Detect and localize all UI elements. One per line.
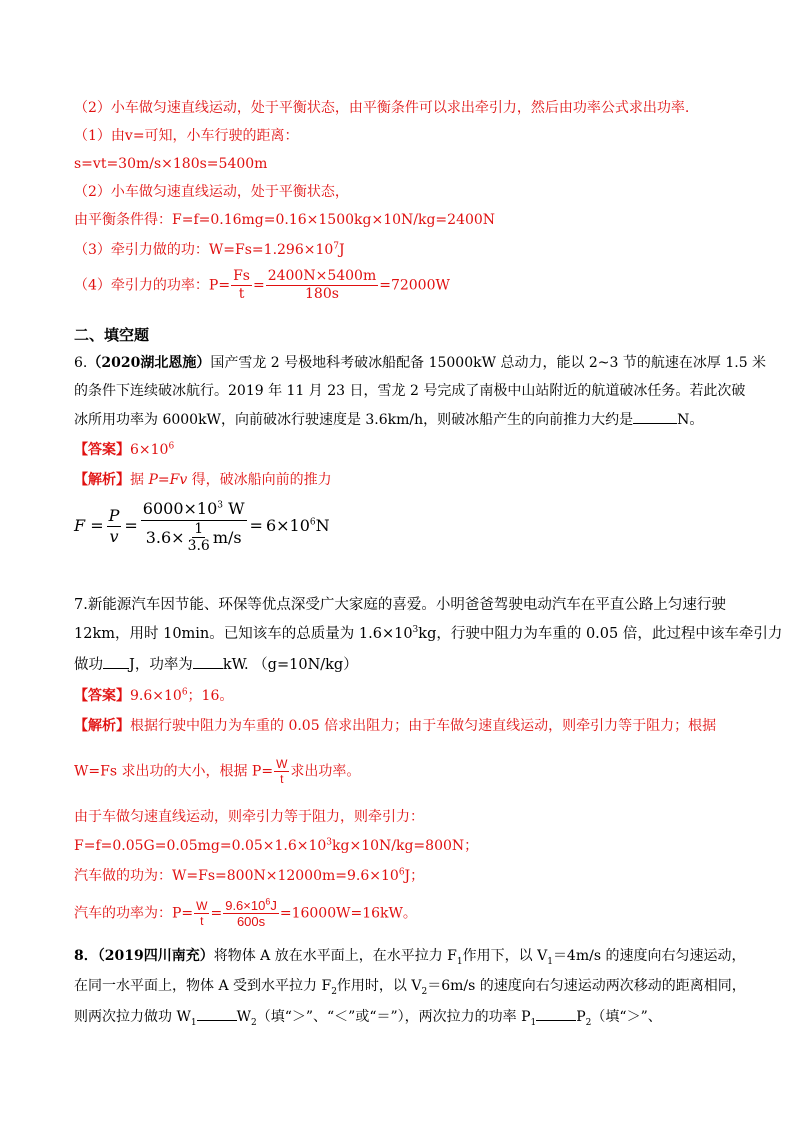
answer-value: 6×10 [130,442,169,458]
answer-label: 【答案】 [74,442,130,458]
work-exponent: 7 [333,241,340,252]
q8-source: （2019四川南充） [97,948,214,964]
formula-fraction-p-v [107,506,122,547]
formula-equals: = [249,516,263,535]
power-fraction-values [266,268,379,303]
inner-fraction: $\frac{1}{3.6}$ [187,521,210,554]
solution-line-1: （1）由v=可知，小车行驶的距离： [74,128,299,144]
solution-line-work [74,240,345,260]
answer-blank-work [197,1006,237,1021]
q7-explanation-line-2: W=Fs 求出功的大小，根据 P= $\frac{W}{t}$ 求出功率。 [74,757,361,786]
fraction-numerator: Fs [233,268,250,284]
fraction-denominator: 3.6× $\frac{1}{3.6}$ m/s [145,521,242,554]
solution-line-distance: s=vt=30m/s×180s=5400m [74,156,268,172]
formula-result: $6\times 10^6N$ [265,516,330,535]
answer-exponent: 6 [168,441,175,452]
power-fraction-w-t: $\frac{W}{t}$ [276,757,288,786]
q6-line-3 [74,409,703,430]
power-fraction-w-t: $\frac{W}{t}$ [196,899,208,928]
explanation-formula: P=Fv [148,472,188,488]
solution-line-analysis: （2）小车做匀速直线运动，处于平衡状态，由平衡条件可以求出牵引力，然后由功率公式求出功率. [74,100,690,116]
q7-explanation-line-1 [74,716,716,736]
q7-line-2: 12km，用时 10min。已知该车的总质量为 $1.6\times 10^3kg$，行驶中阻力为车重的 0.05 倍，此过程中该车牵引力 [74,625,783,642]
q7-line-1: 7.新能源汽车因节能、环保等优点深受广大家庭的喜爱。小明爸爸驾驶电动汽车在平直公路上匀速行驶 [74,597,726,613]
explanation-text: 得，破冰船向前的推力 [187,472,332,488]
q8-line-2: 在同一水平面上，物体 A 受到水平拉力 $F_2$作用时，以 $V_2=6m/s$ 的速度向右匀速运动两次移动的距离相同， [74,978,746,997]
formula-equals: = [124,516,138,535]
explanation-label: 【解析】 [74,472,130,488]
q6-answer [74,440,174,460]
formula-equals: = [90,516,104,535]
work-unit: J [339,242,345,258]
fraction-denominator: 180s [305,286,339,302]
solution-line-2: （2）小车做匀速直线运动，处于平衡状态， [74,184,349,200]
formula-F: F [74,516,86,535]
q6-formula [74,498,330,554]
power-text: （4）牵引力的功率：P= [74,277,231,294]
q7-answer: 【答案】$9.6\times 10^6$；16。 [74,687,234,704]
q6-text: 国产雪龙 2 号极地科考破冰船配备 15000kW 总动力，能以 2~3 节的航速在冰厚 1.5 米 [210,355,767,371]
fraction-numerator: 2400N×5400m [267,268,377,284]
q7-solution-line-4: 汽车的功率为：P= $\frac{W}{t}$ = $\frac{9.6\times 10^6J}{600s}$ =16000W=16kW。 [74,896,417,929]
fraction-denominator: v [109,526,119,546]
solution-line-power [74,268,450,303]
mass-exponent: 3 [412,625,419,636]
power-result: =72000W [379,277,450,294]
q6-source: （2020湖北恩施） [87,355,211,371]
q6-line-1 [74,353,766,373]
answer-label: 【答案】 [74,688,130,704]
q7-solution-line-2: $F=f=0.05G=0.05mg=0.05\times 1.6\times 10^3kg\times 10N/kg=800N$； [74,837,479,854]
q7-line-3: 做功 J，功率为 kW. （g=10N/kg） [74,654,358,675]
answer-blank-power [193,654,223,669]
formula-main-fraction [141,498,247,554]
answer-blank-power [536,1006,576,1021]
work-text: （3）牵引力做的功：W=Fs=1.296×10 [74,242,334,258]
explanation-label: 【解析】 [74,718,130,734]
power-fraction-values: $\frac{9.6\times 10^6J}{600s}$ [225,896,277,929]
q6-number: 6. [74,355,88,371]
q8-line-3: 则两次拉力做功 $W_1$ $W_2$（填“＞”、“＜”或“＝”），两次拉力的功率 $P_1$ $P_2$（填“＞”、 [74,1006,662,1027]
answer-blank-work [103,654,129,669]
solution-line-force: 由平衡条件得：F=f=0.16mg=0.16×1500kg×10N/kg=2400N [74,212,496,228]
q8-line-1: 8．（2019四川南充）将物体 A 放在水平面上，在水平拉力 $F_1$作用下，以 $V_1=4m/s$ 的速度向右匀速运动， [74,948,746,967]
q7-solution-line-1: 由于车做匀速直线运动，则牵引力等于阻力，则牵引力： [74,809,424,825]
section-title: 二、填空题 [74,326,150,344]
fraction-numerator: P [108,505,120,525]
explanation-text: 根据行驶中阻力为车重的 0.05 倍求出阻力；由于车做匀速直线运动，则牵引力等于阻力；根据 [130,718,717,734]
fraction-numerator: $6000\times 10^3$ W [141,498,247,521]
q6-text: 冰所用功率为 6000kW，向前破冰行驶速度是 3.6km/h，则破冰船产生的向前推力大约是 [74,412,634,428]
q6-line-2: 的条件下连续破冰航行。2019 年 11 月 23 日，雪龙 2 号完成了南极中山站附近的航道破冰任务。若此次破 [74,383,746,399]
fraction-denominator: t [238,286,245,302]
answer-blank [633,409,677,424]
q6-unit: N。 [677,412,704,428]
power-fraction-fs-t [231,268,252,303]
equals-sign: = [252,277,265,294]
explanation-text: 据 [130,472,149,488]
q7-solution-line-3: 汽车做的功为：$W=Fs=800N\times 12000m=9.6\times 10^6J$； [74,867,425,884]
q8-number: 8． [74,948,98,964]
q6-explanation [74,470,332,490]
